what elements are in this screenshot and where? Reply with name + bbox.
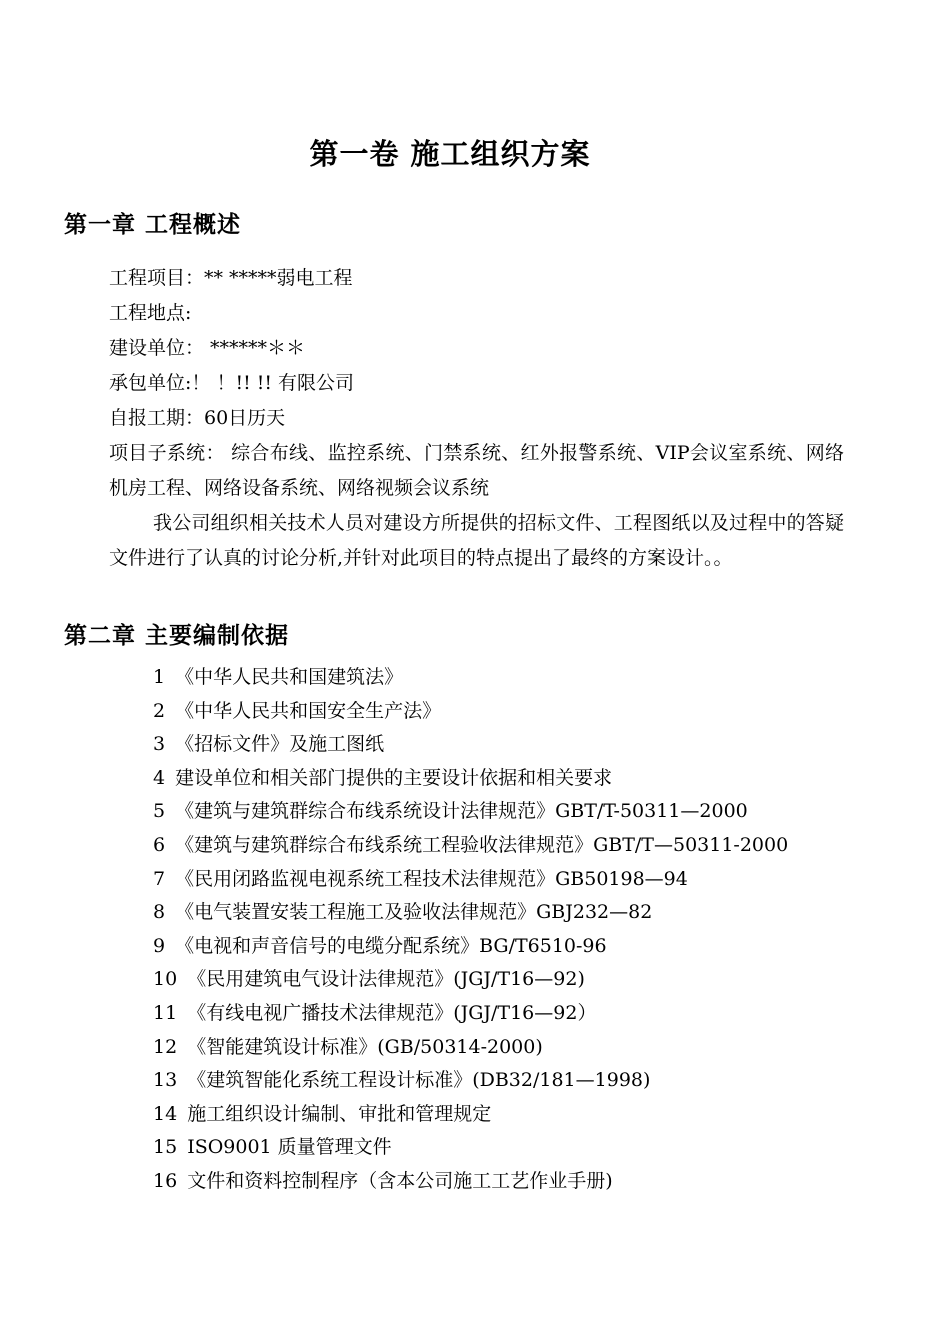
list-item (109, 695, 844, 729)
list-item (109, 930, 844, 964)
construction-duration: 自报工期：60日历天 (109, 407, 286, 429)
project-location: 工程地点: (109, 302, 192, 324)
list-item (109, 896, 844, 930)
reference-list (109, 661, 844, 1199)
item-number: 13 (153, 1069, 178, 1092)
list-item (109, 963, 844, 997)
item-text: 《电视和声音信号的电缆分配系统》BG/T6510-96 (175, 934, 607, 957)
chapter-1-heading: 第一章 工程概述 (64, 212, 242, 238)
item-text: 《建筑与建筑群综合布线系统工程验收法律规范》GBT/T—50311-2000 (175, 833, 789, 856)
item-number: 14 (153, 1102, 178, 1125)
item-number: 1 (153, 666, 166, 688)
item-text: 《民用建筑电气设计法律规范》(JGJ/T16—92) (187, 968, 585, 991)
item-number: 16 (153, 1169, 178, 1192)
company-statement: 我公司组织相关技术人员对建设方所提供的招标文件、工程图纸以及过程中的答疑文件进行了认真的讨论分析,并针对此项目的特点提出了最终的方案设计。。 (109, 512, 844, 569)
list-item (109, 728, 844, 762)
item-number: 9 (153, 934, 166, 957)
item-text: 《电气装置安装工程施工及验收法律规范》GBJ232—82 (175, 901, 653, 924)
list-item (109, 1064, 844, 1098)
item-text: 《建筑智能化系统工程设计标准》(DB32/181—1998) (187, 1069, 651, 1092)
list-item (109, 997, 844, 1031)
item-text: 《有线电视广播技术法律规范》(JGJ/T16—92） (187, 1001, 597, 1024)
item-number: 5 (153, 800, 166, 823)
item-text: 建设单位和相关部门提供的主要设计依据和相关要求 (175, 766, 613, 789)
item-number: 10 (153, 968, 178, 991)
item-text: 《建筑与建筑群综合布线系统设计法律规范》GBT/T-50311—2000 (175, 800, 748, 823)
item-number: 2 (153, 699, 166, 722)
item-text: 《中华人民共和国安全生产法》 (175, 699, 442, 722)
chapter-2-heading: 第二章 主要编制依据 (64, 623, 290, 649)
item-number: 4 (153, 766, 166, 789)
item-text: 《智能建筑设计标准》(GB/50314-2000) (187, 1035, 543, 1058)
list-item (109, 795, 844, 829)
list-item (109, 1031, 844, 1065)
item-text: 文件和资料控制程序（含本公司施工工艺作业手册) (187, 1169, 613, 1192)
item-number: 12 (153, 1035, 178, 1058)
item-number: 7 (153, 867, 166, 890)
item-number: 3 (153, 733, 166, 756)
item-text: ISO9001 质量管理文件 (187, 1136, 392, 1159)
list-item (109, 829, 844, 863)
list-item (109, 661, 844, 695)
item-text: 《民用闭路监视电视系统工程技术法律规范》GB50198—94 (175, 867, 688, 890)
list-item (109, 1098, 844, 1132)
volume-title: 第一卷 施工组织方案 (309, 137, 591, 171)
list-item (109, 1165, 844, 1199)
item-number: 15 (153, 1136, 178, 1159)
item-number: 8 (153, 901, 166, 924)
project-subsystems: 项目子系统： 综合布线、监控系统、门禁系统、红外报警系统、VIP会议室系统、网络机房工程、网络设备系统、网络视频会议系统 (109, 442, 844, 499)
contractor-unit: 承包单位:！ ！!! !! 有限公司 (109, 372, 355, 394)
client-unit: 建设单位： ******＊＊ (109, 337, 306, 359)
project-overview (109, 261, 844, 576)
item-text: 施工组织设计编制、审批和管理规定 (187, 1102, 492, 1125)
item-text: 《中华人民共和国建筑法》 (175, 666, 404, 688)
project-name: 工程项目：** *****弱电工程 (109, 267, 353, 289)
item-number: 6 (153, 833, 166, 856)
list-item (109, 1131, 844, 1165)
item-number: 11 (153, 1001, 178, 1024)
list-item (109, 762, 844, 796)
list-item (109, 863, 844, 897)
item-text: 《招标文件》及施工图纸 (175, 733, 385, 756)
